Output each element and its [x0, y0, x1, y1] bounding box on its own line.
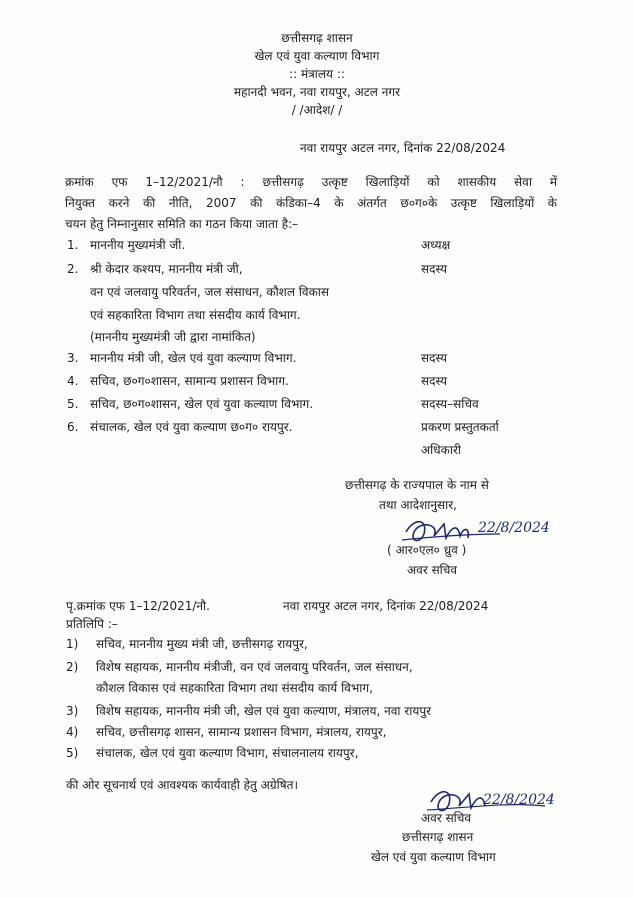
place-date: नवा रायपुर अटल नगर, दिनांक 22/08/2024	[300, 141, 506, 155]
copy-label: प्रतिलिपि :–	[66, 617, 118, 631]
signature-date-handwritten: 22/8/2024	[483, 792, 555, 808]
committee-member: संचालक, खेल एवं युवा कल्याण छ०ग० रायपुर.	[90, 420, 293, 434]
committee-member-line: एवं सहकारिता विभाग तथा संसदीय कार्य विभाग.	[90, 308, 301, 322]
endorsement-date: नवा रायपुर अटल नगर, दिनांक 22/08/2024	[283, 599, 489, 613]
signatory-designation: अवर सचिव	[407, 563, 458, 577]
copy-item-number: 5)	[66, 746, 79, 760]
endorsement-ref: पृ.क्रमांक एफ 1–12/2021/नौ.	[66, 599, 210, 613]
order-paragraph-line: चयन हेतु निम्नानुसार समिति का गठन किया जाता है:–	[65, 217, 299, 231]
committee-member: सचिव, छ०ग०शासन, खेल एवं युवा कल्याण विभाग.	[90, 397, 314, 411]
committee-role: प्रकरण प्रस्तुतकर्ता	[421, 420, 499, 434]
committee-item-number: 4.	[67, 374, 79, 388]
header-department: खेल एवं युवा कल्याण विभाग	[254, 49, 380, 63]
signature-authority-line: छत्तीसगढ़ के राज्यपाल के नाम से	[345, 478, 489, 492]
order-paragraph	[65, 172, 557, 235]
copy-recipient: विशेष सहायक, माननीय मंत्रीजी, वन एवं जलवायु परिवर्तन, जल संसाधन,	[96, 660, 413, 674]
committee-member: श्री केदार कश्यप, माननीय मंत्री जी,	[90, 262, 243, 276]
header-ministry: :: मंत्रालय ::	[289, 67, 345, 81]
committee-role: सदस्य	[421, 374, 448, 388]
header-order-title: / /आदेश/ /	[291, 103, 343, 117]
forwarding-note: की ओर सूचनार्थ एवं आवश्यक कार्यवाही हेतु अग्रेषित।	[66, 778, 299, 792]
header-government: छत्तीसगढ़ शासन	[281, 31, 353, 45]
committee-role: सदस्य	[421, 351, 448, 365]
committee-member: माननीय मुख्यमंत्री जी.	[90, 238, 186, 252]
signature-authority-line: तथा आदेशानुसार,	[379, 498, 457, 512]
order-paragraph-line: क्रमांक एफ 1–12/2021/नौ : छत्तीसगढ़ उत्कृष्ट खिलाड़ियों को शासकीय सेवा में	[65, 175, 557, 189]
signature-date-handwritten: 22/8/2024	[478, 520, 550, 536]
copy-item-number: 1)	[66, 637, 79, 651]
copy-item-number: 2)	[66, 660, 79, 674]
signatory-department: खेल एवं युवा कल्याण विभाग	[371, 850, 496, 864]
header-address: महानदी भवन, नवा रायपुर, अटल नगर	[233, 85, 401, 99]
committee-item-number: 5.	[67, 397, 79, 411]
copy-recipient-line: कौशल विकास एवं सहकारिता विभाग तथा संसदीय कार्य विभाग,	[96, 681, 373, 695]
committee-member: माननीय मंत्री जी, खेल एवं युवा कल्याण विभाग.	[90, 351, 297, 365]
signatory-office: छत्तीसगढ़ शासन	[402, 830, 474, 844]
committee-role: सदस्य–सचिव	[421, 397, 479, 411]
committee-item-number: 3.	[67, 351, 79, 365]
order-paragraph-line: नियुक्त करने की नीति, 2007 की कंडिका–4 के अंतर्गत छ०ग०के उत्कृष्ट खिलाड़ियों के	[65, 196, 557, 210]
committee-member-line: वन एवं जलवायु परिवर्तन, जल संसाधन, कौशल विकास	[90, 285, 330, 299]
copy-recipient: सचिव, माननीय मुख्य मंत्री जी, छत्तीसगढ़ रायपुर,	[96, 637, 308, 651]
copy-recipient: विशेष सहायक, माननीय मंत्री जी, खेल एवं युवा कल्याण, मंत्रालय, नवा रायपुर	[96, 704, 432, 718]
copy-item-number: 4)	[66, 725, 79, 739]
committee-role: सदस्य	[421, 262, 448, 276]
copy-recipient: सचिव, छत्तीसगढ़ शासन, सामान्य प्रशासन विभाग, मंत्रालय, रायपुर,	[96, 725, 387, 739]
signatory-designation: अवर सचिव	[421, 811, 472, 825]
committee-item-number: 1.	[67, 238, 79, 252]
committee-role-line: अधिकारी	[421, 443, 461, 457]
committee-member: सचिव, छ०ग०शासन, सामान्य प्रशासन विभाग.	[90, 374, 289, 388]
copy-item-number: 3)	[66, 704, 79, 718]
copy-recipient: संचालक, खेल एवं युवा कल्याण विभाग, संचालनालय रायपुर,	[96, 746, 359, 760]
signatory-name: ( आर०एल० ध्रुव )	[387, 543, 467, 557]
committee-member-line: (माननीय मुख्यमंत्री जी द्वारा नामांकित)	[90, 330, 256, 344]
committee-item-number: 2.	[67, 262, 79, 276]
committee-role: अध्यक्ष	[421, 238, 451, 252]
committee-item-number: 6.	[67, 420, 79, 434]
